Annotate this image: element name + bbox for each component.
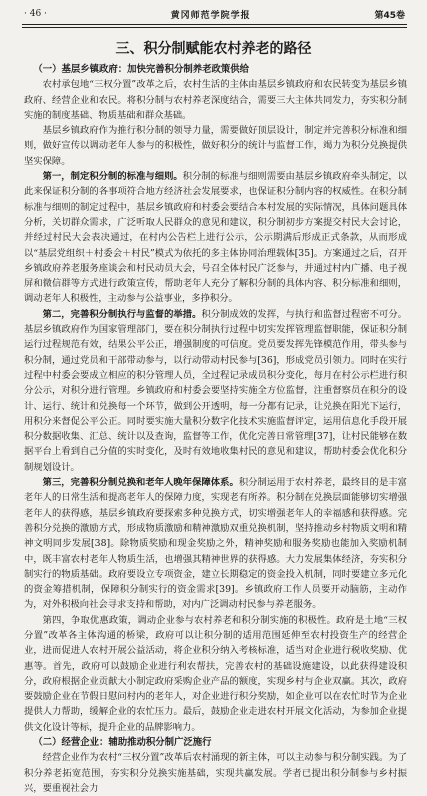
paragraph-text: 积分制成效的发挥，与执行和监督过程密不可分。基层乡镇政府作为国家管理部门，要在积分制执行过程中切实发挥管理监督职能，保证积分制运行过程规范有效，结果公平公正，增强制度的可信度。党员要发挥先锋模范作用，带头参与积分制，通过党员和干部带动参与，以行动带动村民参与[36]，形成党员引领力。同时在实行过程中村委会要成立相应的积分管理人员，全过程记录成员积分变化，每月在村公示栏进行积分公示，对积分进行管理。乡镇政府和村委会要坚持实施全方位监督，注重督察员在积分的设计、运行、统计和兑换每一个环节，做到公开透明，每一分都有记录，让兑换在阳光下运行，用积分来督促公平公正。同时要实施大量积分数字化技术实施监督评定，运用信息化手段开展积分数据收集、汇总、统计以及查询，监督等工作，优化完善日常管理[37]，让村民能够在数据平台上看到自己分值的实时变化，及时有效地收集村民的意见和建议，帮助村委会优化积分制规划设计。 [24,308,407,473]
journal-name: 黄冈师范学院学报 [170,10,251,21]
paragraph: 基层乡镇政府作为推行积分制的领导力量，需要做好顶层设计，制定并完善积分标准和细则，做好宣传以调动老年人参与的积极性，做好积分的统计与监督工作，竭力为积分兑换提供坚实保障。 [24,125,407,167]
paragraph-lead: 第二，完善积分制执行与监督的举措。 [42,308,202,320]
paragraph [24,475,407,613]
running-header [24,6,405,22]
paragraph [24,307,407,475]
paragraph [24,169,407,307]
paragraph-lead: 第三，完善积分制兑换和老年人晚年保障体系。 [42,477,239,489]
article-body [24,62,407,796]
page-number: · 46 · [24,9,47,19]
volume-label: 第45卷 [374,10,405,21]
subsection-heading: （二）经营企业：辅助推动积分制广泛施行 [33,737,212,749]
subsection-heading: （一）基层乡镇政府：加快完善积分制养老政策供给 [33,64,250,75]
paragraph: 经营企业作为农村“三权分置”改革后农村涌现的新主体，可以主动参与积分制实践。为了积分养老拓宽范围，夯实积分兑换实施基础，实现共赢发展。学者已提出积分制参与乡村振兴，要重视社会力 [24,752,407,794]
paragraph-text: 积分制的标准与细则需要由基层乡镇政府牵头制定，以此来保证积分制的各事项符合地方经济社会发展要求，也保证积分制内容的权威性。在积分制标准与细则的制定过程中，基层乡镇政府和村委会要结合本村发展的实际情况，具体问题具体分析，关切群众需求，广泛听取人民群众的意见和建议，积分制初步方案提交村民大会讨论，并经过村民大会表决通过，在村内公告栏上进行公示，公示期满后形成正式条款，从而形成以“基层党组织＋村委会＋村民”模式为依托的多主体协同治理载体[35]。方案通过之后，召开乡镇政府养老服务座谈会和村民动员大会，号召全体村民广泛参与，并通过村内广播、电子视屏和微信群等方式进行政策宣传，帮助老年人充分了解积分制的具体内容、积分标准和细则，调动老年人积极性，主动参与公益事业，多挣积分。 [24,171,407,305]
paragraph: 农村承包地“三权分置”改革之后，农村生活的主体由基层乡镇政府和农民转变为基层乡镇政府、经营企业和农民。将积分制与农村养老深度结合，需要三大主体共同发力，夯实积分制实施的制度基础、物质基础和群众基础。 [24,79,407,121]
paragraph: 第四，争取优惠政策，调动企业参与农村养老和积分制实施的积极性。政府是土地“三权分置”改革各主体沟通的桥梁，政府可以让积分制的适用范围延伸至农村投资生产的经营企业，进而促进人农村开展公益活动，将企业积分纳入考核标准，适当对企业进行税收奖励、优惠等。首先，政府可以鼓励企业进行利农帮扶，完善农村的基础设施建设，以此获得建设积分，政府根据企业贡献大小制定政府采购企业产品的额度，实现乡村与企业双赢。其次，政府要鼓励企业在节假日慰问村内的老年人，对企业进行积分奖励，如企业可以在农忙时节为企业提供人力帮助，缓解企业的农忙压力。最后，鼓励企业走进农村开展文化活动，为参加企业提供文化设计等标，提升企业的品牌影响力。 [24,614,407,733]
paragraph-lead: 第一，制定积分制的标准与细则。 [42,171,183,183]
paragraph-text: 积分制运用于农村养老，最终目的是丰富老年人的日常生活和提高老年人的保障力度，实现老有所养。积分制在兑换层面能够切实增强老年人的获得感，基层乡镇政府要探索多种兑换方式，切实增强老年人的幸福感和获得感。完善积分兑换的激励方式，形成物质激励和精神激励双重兑换机制，坚持推动乡村物质文明和精神文明同步发展[38]。除物质奖励和现金奖励之外，精神奖励和服务奖励也能加入奖励机制中，既丰富农村老年人物质生活，也增强其精神世界的获得感。大力发展集体经济，夯实积分制实行的物质基础。政府要设立专项资金，建立长期稳定的资金投入机制，同时要建立多元化的资金筹措机制，保障积分制实行的资金需求[39]。乡镇政府工作人员要开动脑筋，主动作为，对外积极向社会寻求支持和帮助，对内广泛调动村民参与养老服务。 [24,477,407,611]
section-title: 三、积分制赋能农村养老的路径 [115,41,312,57]
header-rule [22,24,407,25]
header-rule-thin [22,27,407,28]
